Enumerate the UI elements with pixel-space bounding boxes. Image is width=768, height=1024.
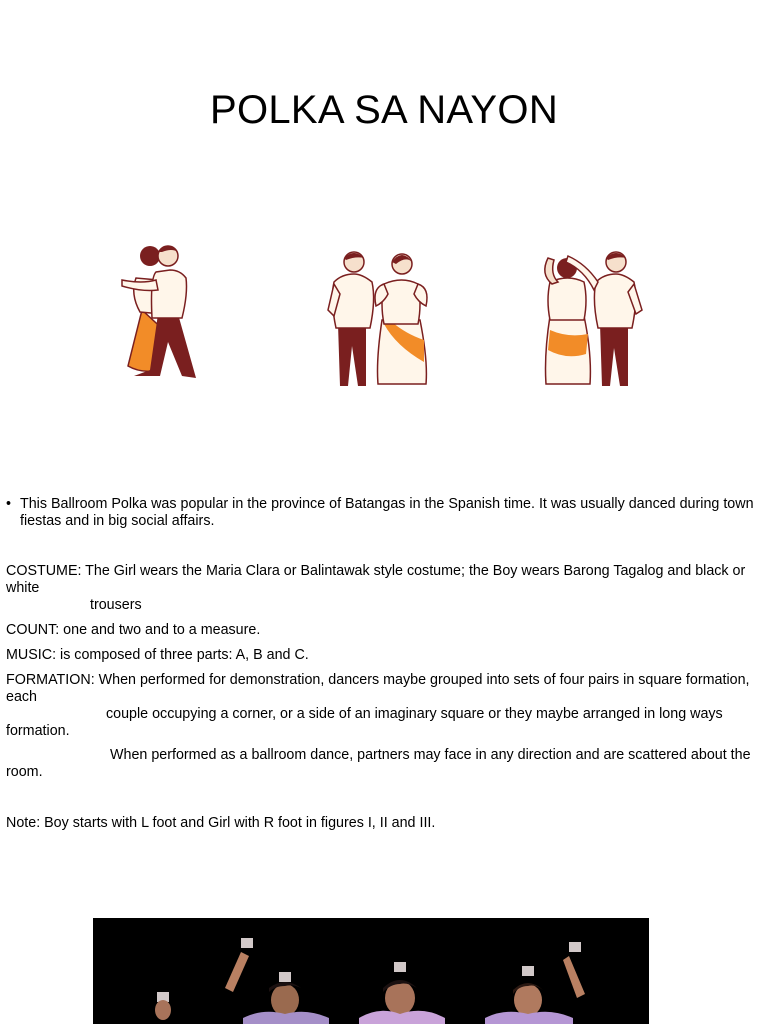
costume-text: COSTUME: The Girl wears the Maria Clara or Balintawak style costume; the Boy wears Barong Tagalog and black or white [6,563,746,596]
bullet-dot: • [6,496,12,512]
intro-text: This Ballroom Polka was popular in the province of Batangas in the Spanish time. It was usually danced during town fiestas and in big social affairs. [20,496,754,529]
intro-bullet [6,496,758,530]
note-text: Note: Boy starts with L foot and Girl with R foot in figures I, II and III. [6,815,436,831]
music-text: MUSIC: is composed of three parts: A, B and C. [6,647,309,663]
formation-ballroom-text: When performed as a ballroom dance, partners may face in any direction and are scattered about the room. [6,747,751,780]
formation-text-continued: couple occupying a corner, or a side of an imaginary square or they maybe arranged in long ways formation. [6,706,723,739]
formation-text: FORMATION: When performed for demonstration, dancers maybe grouped into sets of four pairs in square formation, each [6,672,750,705]
costume-text-continued: trousers [90,597,142,613]
couple-dancing-embrace-illustration [112,238,204,382]
couple-standing-illustration [326,250,434,390]
count-text: COUNT: one and two and to a measure. [6,622,261,638]
page-title: POLKA SA NAYON [209,88,559,132]
dancers-photo [93,918,649,1024]
couple-twirl-illustration [538,250,646,390]
